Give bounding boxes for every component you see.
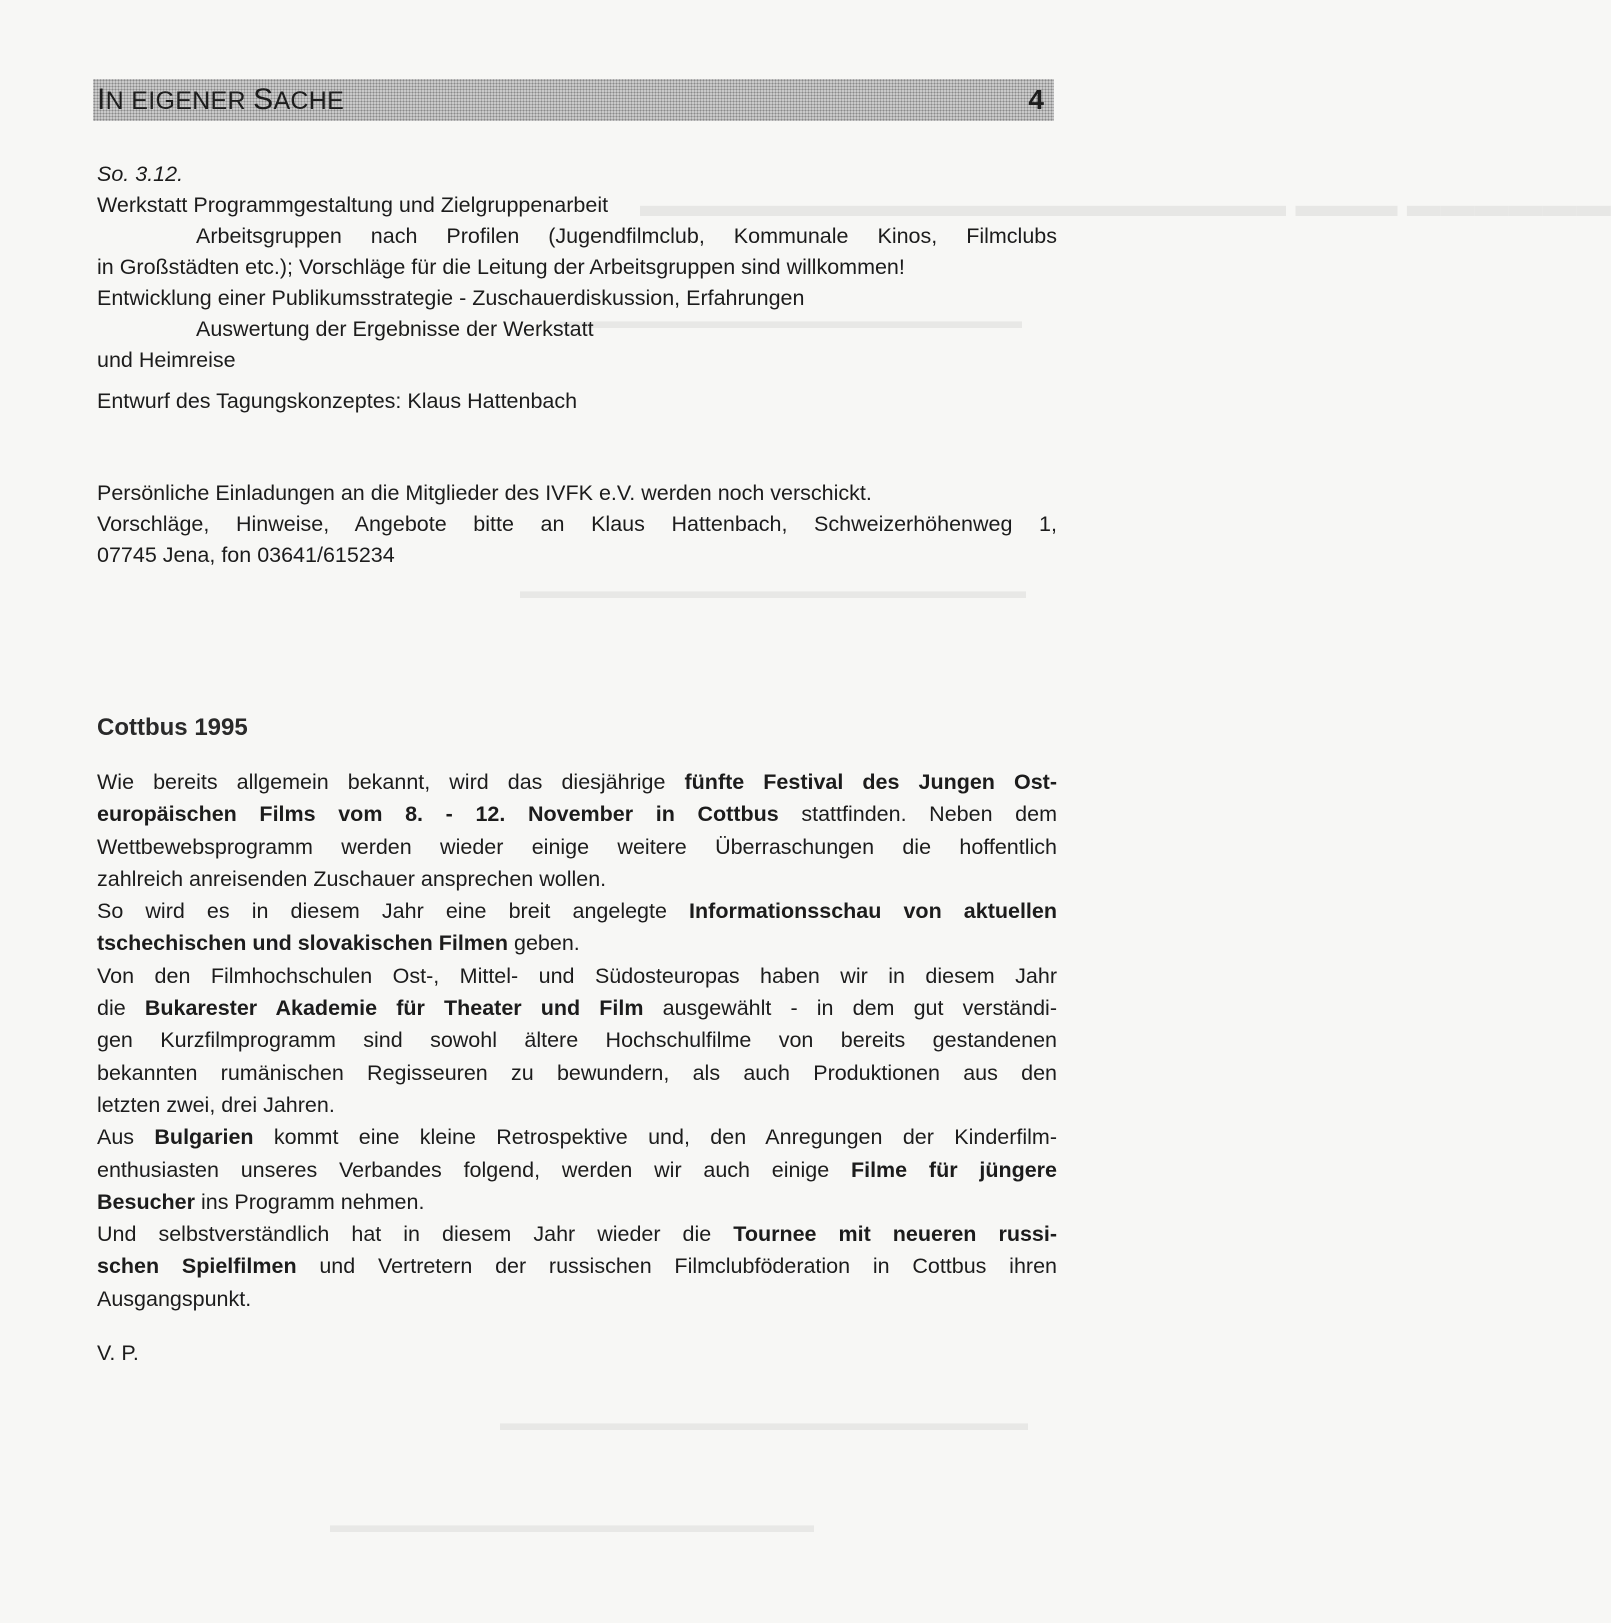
article-line: enthusiasten unseres Verbandes folgend, werden wir auch einige Filme für jüngere: [97, 1157, 1057, 1182]
article-line: Ausgangspunkt.: [97, 1286, 252, 1311]
bleed-through-line: ▬▬▬▬▬▬▬▬▬▬▬▬▬▬▬▬▬▬▬▬▬▬▬▬: [500, 1410, 1028, 1435]
cottbus-heading: Cottbus 1995: [97, 714, 248, 741]
article-line: Von den Filmhochschulen Ost-, Mittel- und Südosteuropas haben wir in diesem Jahr: [97, 963, 1057, 988]
bleed-through-line: ▬▬▬▬▬▬▬▬▬▬▬▬▬▬▬▬▬▬▬▬▬: [560, 308, 1022, 333]
bleed-through-line: ▬▬▬▬▬▬▬▬▬▬▬▬▬▬▬▬▬▬▬▬▬▬: [330, 1512, 814, 1537]
invitation-block: [97, 478, 1057, 571]
article-line: die Bukarester Akademie für Theater und Film ausgewählt - in dem gut verständi-: [97, 996, 1057, 1021]
title-part: N EIGENER: [105, 87, 254, 115]
article-line: europäischen Films vom 8. - 12. November in Cottbus stattfinden. Neben dem: [97, 802, 1057, 827]
article-line: Wettbewebsprogramm werden wieder einige weitere Überraschungen die hoffentlich: [97, 834, 1057, 859]
article-line: schen Spielfilmen und Vertretern der russischen Filmclubföderation in Cottbus ihren: [97, 1254, 1057, 1279]
section-title: [97, 83, 344, 117]
title-initial: S: [253, 83, 274, 116]
title-part: ACHE: [273, 87, 345, 115]
title-initial: I: [97, 83, 106, 116]
invitation-line: Vorschläge, Hinweise, Angebote bitte an Klaus Hattenbach, Schweizerhöhenweg 1,: [97, 512, 1057, 536]
article-line: Und selbstverständlich hat in diesem Jahr wieder die Tournee mit neueren russi-: [97, 1222, 1057, 1247]
article-line: Aus Bulgarien kommt eine kleine Retrospektive und, den Anregungen der Kinderfilm-: [97, 1125, 1057, 1150]
article-line: letzten zwei, drei Jahren.: [97, 1092, 335, 1117]
program-line: Auswertung der Ergebnisse der Werkstatt: [196, 317, 594, 341]
article-line: tschechischen und slovakischen Filmen geben.: [97, 931, 580, 956]
program-line: in Großstädten etc.); Vorschläge für die Leitung der Arbeitsgruppen sind willkommen!: [97, 255, 905, 279]
article-line: So wird es in diesem Jahr eine breit angelegte Informationsschau von aktuellen: [97, 899, 1057, 924]
article-line: gen Kurzfilmprogramm sind sowohl ältere Hochschulfilme von bereits gestandenen: [97, 1028, 1057, 1053]
program-line: Arbeitsgruppen nach Profilen (Jugendfilmclub, Kommunale Kinos, Filmclubs: [196, 224, 1057, 248]
article-line: Besucher ins Programm nehmen.: [97, 1189, 425, 1214]
article-line: bekannten rumänischen Regisseuren zu bewundern, als auch Produktionen aus den: [97, 1060, 1057, 1085]
program-line: Entwicklung einer Publikumsstrategie - Zuschauerdiskussion, Erfahrungen: [97, 286, 805, 310]
section-header-bar: [93, 79, 1054, 121]
concept-credit: Entwurf des Tagungskonzeptes: Klaus Hattenbach: [97, 389, 578, 413]
author-signature: V. P.: [97, 1341, 139, 1366]
program-block: [97, 159, 1057, 417]
program-line: Werkstatt Programmgestaltung und Zielgruppenarbeit: [97, 193, 609, 217]
page-number: 4: [1028, 84, 1044, 115]
bleed-through-heading: ▬▬▬▬▬▬ ▬▬▬ ▬▬▬▬▬▬▬▬▬▬▬▬▬▬▬▬▬▬▬: [640, 186, 1611, 224]
invitation-line: 07745 Jena, fon 03641/615234: [97, 543, 395, 567]
invitation-line: Persönliche Einladungen an die Mitglieder des IVFK e.V. werden noch verschickt.: [97, 481, 872, 505]
article-line: Wie bereits allgemein bekannt, wird das diesjährige fünfte Festival des Jungen Ost-: [97, 770, 1057, 794]
cottbus-article: [97, 766, 1057, 1369]
article-line: zahlreich anreisenden Zuschauer ansprechen wollen.: [97, 866, 607, 891]
program-date: So. 3.12.: [97, 162, 184, 186]
program-line: und Heimreise: [97, 348, 236, 372]
bleed-through-line: ▬▬▬▬▬▬▬▬▬▬▬▬▬▬▬▬▬▬▬▬▬▬▬: [520, 578, 1026, 603]
